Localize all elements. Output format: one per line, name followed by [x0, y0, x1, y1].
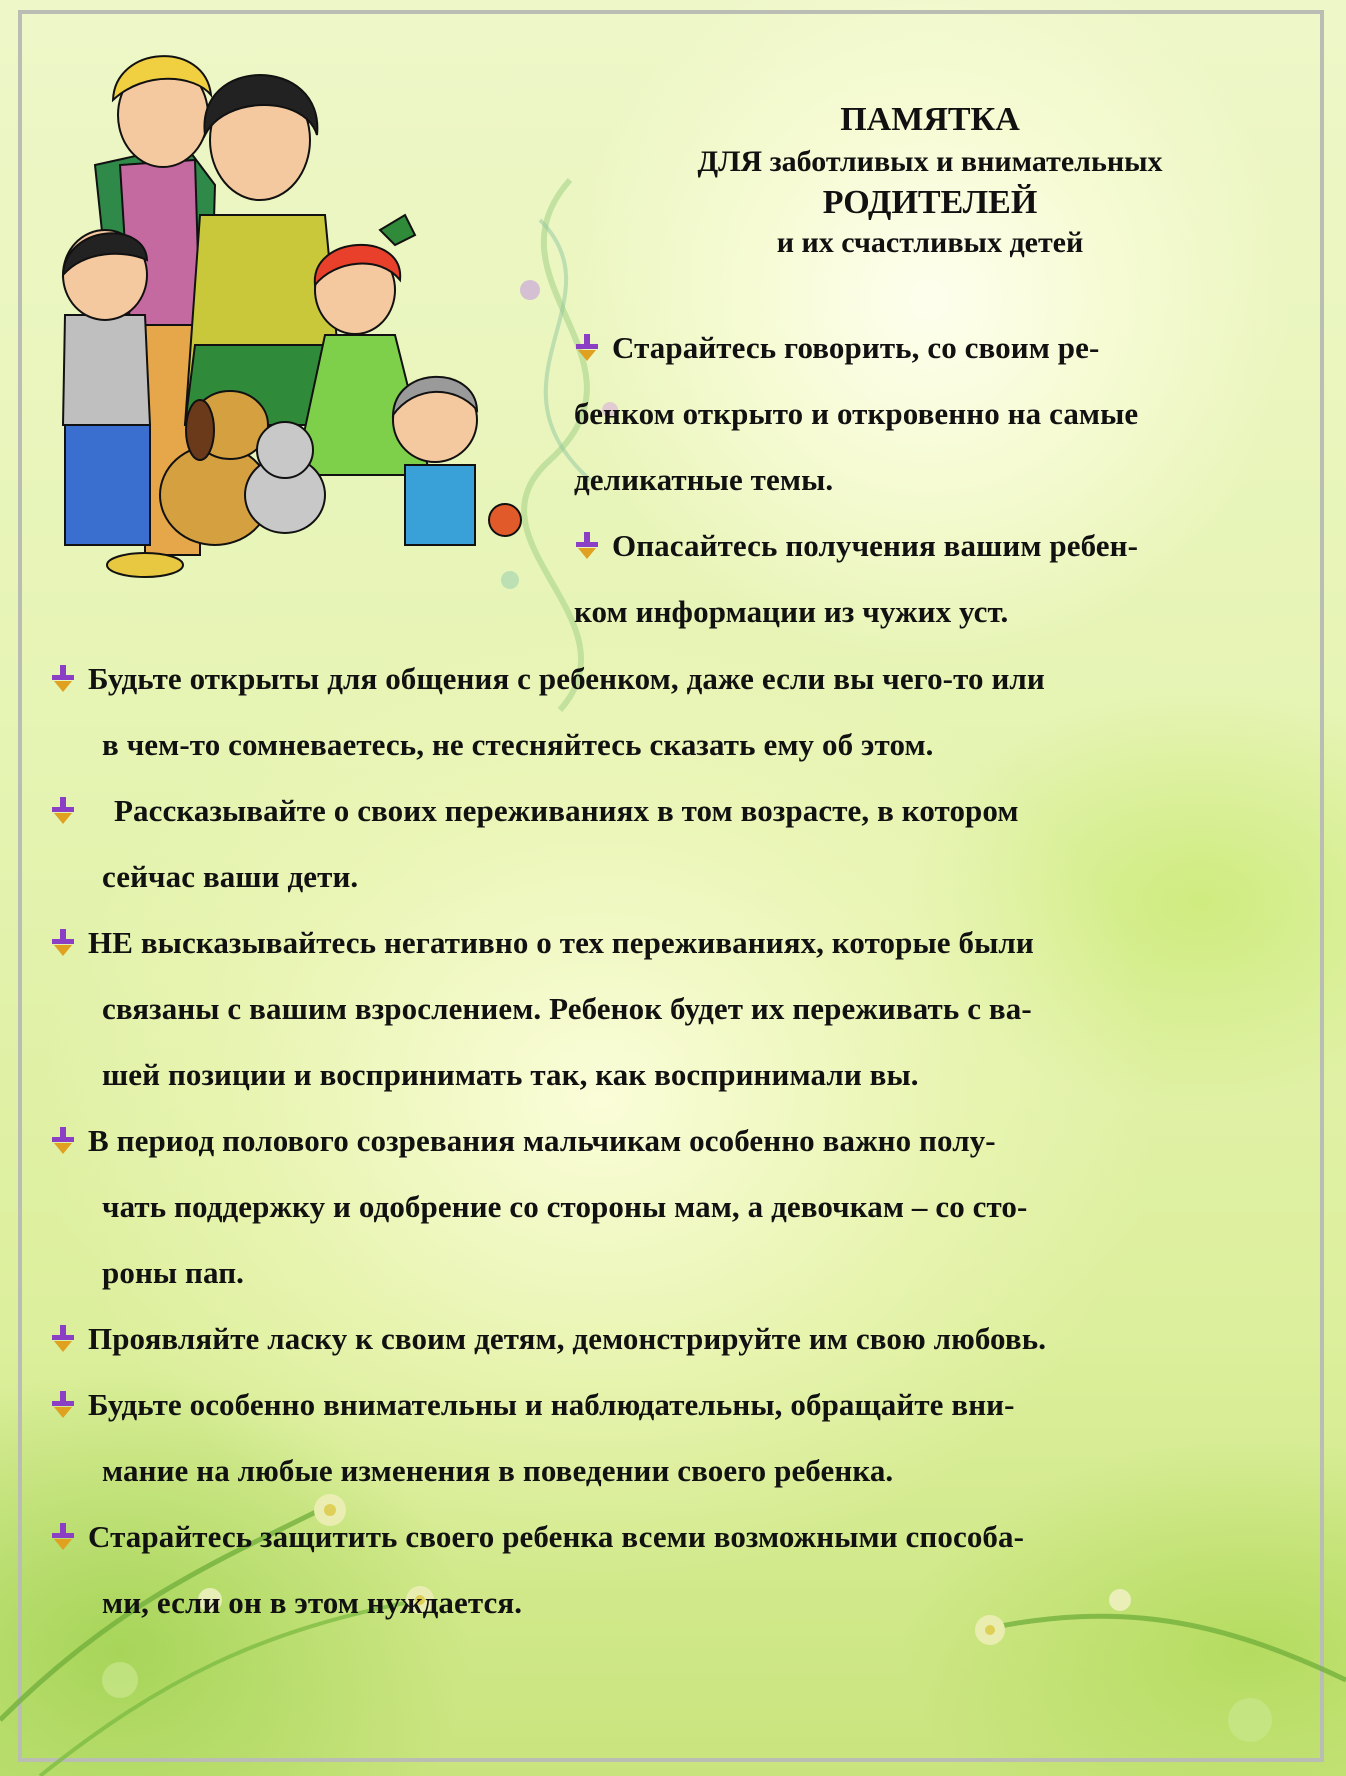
bullet-item [574, 513, 1138, 645]
bullet-item [50, 1306, 1046, 1372]
bullet-line: шей позиции и воспринимать так, как воспринимали вы. [102, 1057, 919, 1092]
bullet-item [50, 1372, 1015, 1504]
bullet-line: Будьте особенно внимательны и наблюдательны, обращайте вни- [50, 1372, 1015, 1438]
arrow-down-bullet-icon [50, 1521, 76, 1551]
bullet-line: сейчас ваши дети. [102, 859, 359, 894]
bullet-line: деликатные темы. [574, 462, 834, 497]
bullet-line: связаны с вашим взрослением. Ребенок будет их переживать с ва- [102, 991, 1032, 1026]
title-block [630, 103, 1230, 258]
bullet-line: мание на любые изменения в поведении своего ребенка. [102, 1453, 894, 1488]
bullet-line: Старайтесь защитить своего ребенка всеми возможными способа- [50, 1504, 1024, 1570]
title-line-3: РОДИТЕЛЕЙ [822, 184, 1038, 221]
bullet-line: В период полового созревания мальчикам особенно важно полу- [50, 1108, 1027, 1174]
bullet-line: ком информации из чужих уст. [574, 594, 1009, 629]
boy-figure [63, 230, 150, 545]
bullet-line: Проявляйте ласку к своим детям, демонстрируйте им свою любовь. [50, 1306, 1046, 1372]
bullet-line: Опасайтесь получения вашим ребен- [574, 513, 1138, 579]
bullet-item [50, 778, 1019, 910]
bullet-item [50, 910, 1034, 1108]
bullet-line: в чем-то сомневаетесь, не стесняйтесь сказать ему об этом. [102, 727, 934, 762]
bullet-item [50, 1108, 1027, 1306]
title-line-2: ДЛЯ заботливых и внимательных [697, 145, 1163, 178]
arrow-down-bullet-icon [50, 663, 76, 693]
family-with-pets-illustration [35, 25, 555, 600]
arrow-down-bullet-icon [50, 1323, 76, 1353]
arrow-down-bullet-icon [574, 530, 600, 560]
arrow-down-bullet-icon [50, 1389, 76, 1419]
bullet-line: бенком открыто и откровенно на самые [574, 396, 1139, 431]
arrow-down-bullet-icon [50, 1125, 76, 1155]
bullet-line: Рассказывайте о своих переживаниях в том возрасте, в котором [50, 778, 1019, 844]
arrow-down-bullet-icon [50, 927, 76, 957]
bullet-item [50, 646, 1045, 778]
bullet-item [50, 1504, 1024, 1636]
title-line-4: и их счастливых детей [776, 226, 1084, 259]
bullet-line: ми, если он в этом нуждается. [102, 1585, 523, 1620]
bullet-line: НЕ высказывайтесь негативно о тех переживаниях, которые были [50, 910, 1034, 976]
arrow-down-bullet-icon [50, 795, 76, 825]
bullet-line: Будьте открыты для общения с ребенком, даже если вы чего-то или [50, 646, 1045, 712]
bullet-line: чать поддержку и одобрение со стороны мам, а девочкам – со сто- [102, 1189, 1028, 1224]
bullet-line: роны пап. [102, 1255, 245, 1290]
bullet-line: Старайтесь говорить, со своим ре- [574, 315, 1138, 381]
arrow-down-bullet-icon [574, 332, 600, 362]
title-line-1: ПАМЯТКА [840, 101, 1020, 138]
bullet-item [574, 315, 1138, 513]
